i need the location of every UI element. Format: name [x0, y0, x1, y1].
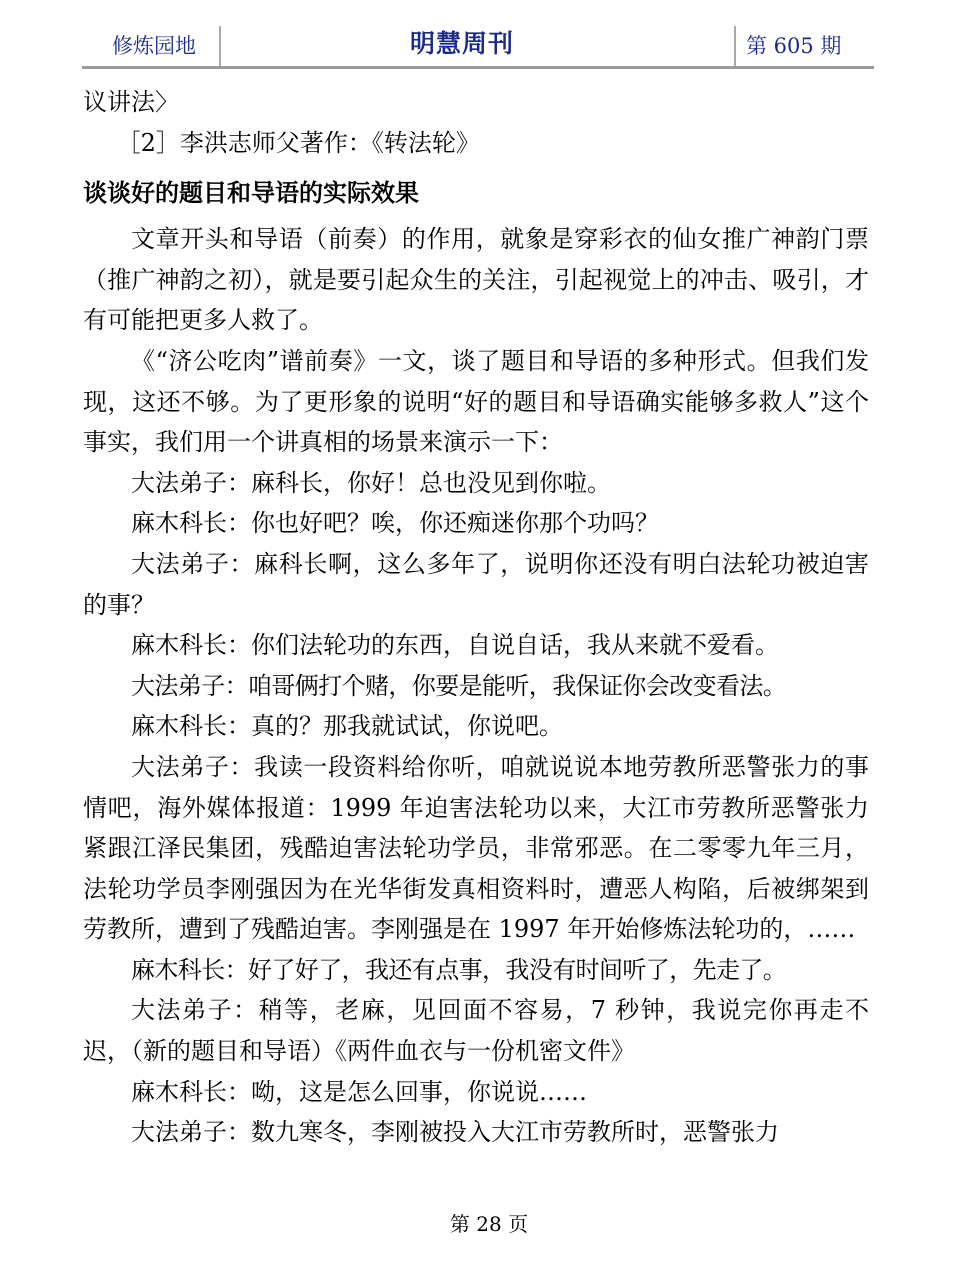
dialogue-line: 大法弟子：麻科长，你好！总也没见到你啦。: [131, 468, 611, 497]
dialogue-line: 大法弟子：麻科长啊，这么多年了，说明你还没有明白法轮功被迫害的事？: [83, 549, 869, 619]
paragraph: 文章开头和导语（前奏）的作用，就象是穿彩衣的仙女推广神韵门票（推广神韵之初），就是要引起众生的关注，引起视觉上的冲击、吸引，才有可能把更多人救了。: [83, 225, 869, 335]
dialogue-line: 麻木科长：呦，这是怎么回事，你说说……: [131, 1077, 587, 1106]
article-body: [83, 82, 869, 1153]
issue-number: 第 605 期: [746, 34, 842, 58]
page-header: [82, 22, 874, 68]
dialogue-line: 大法弟子：数九寒冬，李刚被投入大江市劳教所时，恶警张力: [131, 1118, 779, 1147]
header-rule: [82, 66, 874, 69]
dialogue-line: 麻木科长：你们法轮功的东西，自说自话，我从来就不爱看。: [131, 631, 779, 660]
dialogue-line: 麻木科长：好了好了，我还有点事，我没有时间听了，先走了。: [131, 955, 787, 984]
dialogue-line: 大法弟子：咱哥俩打个赌，你要是能听，我保证你会改变看法。: [131, 671, 787, 700]
page-number: 第 28 页: [449, 1212, 529, 1236]
dialogue-line: 大法弟子：我读一段资料给你听，咱就说说本地劳教所恶警张力的事情吧，海外媒体报道：1999 年迫害法轮功以来，大江市劳教所恶警张力紧跟江泽民集团，残酷迫害法轮功学员，非常邪恶。在二零零九年三月，法轮功学员李刚强因为在光华街发真相资料时，遭恶人构陷，后被绑架到劳教所，遭到了残酷迫害。李刚强是在 1997 年开始修炼法轮功的，……: [83, 752, 869, 944]
section-name: 修炼园地: [112, 34, 196, 58]
header-divider-right: [734, 26, 736, 66]
paragraph: 《“济公吃肉”谱前奏》一文，谈了题目和导语的多种形式。但我们发现，这还不够。为了更形象的说明“好的题目和导语确实能够多救人”这个事实，我们用一个讲真相的场景来演示一下：: [83, 346, 869, 457]
dialogue-line: 麻木科长：真的？那我就试试，你说吧。: [131, 712, 563, 741]
header-divider-left: [219, 26, 221, 66]
article-title: 谈谈好的题目和导语的实际效果: [83, 179, 419, 208]
publication-title: 明慧周刊: [410, 29, 515, 58]
reference-tail: 议讲法〉: [83, 88, 179, 116]
dialogue-line: 大法弟子：稍等，老麻，见回面不容易，7 秒钟，我说完你再走不迟，（新的题目和导语）《两件血衣与一份机密文件》: [83, 996, 869, 1066]
dialogue-line: 麻木科长：你也好吧？唉，你还痴迷你那个功吗？: [131, 509, 659, 538]
reference-2: ［2］李洪志师父著作：《转法轮》: [116, 128, 480, 157]
